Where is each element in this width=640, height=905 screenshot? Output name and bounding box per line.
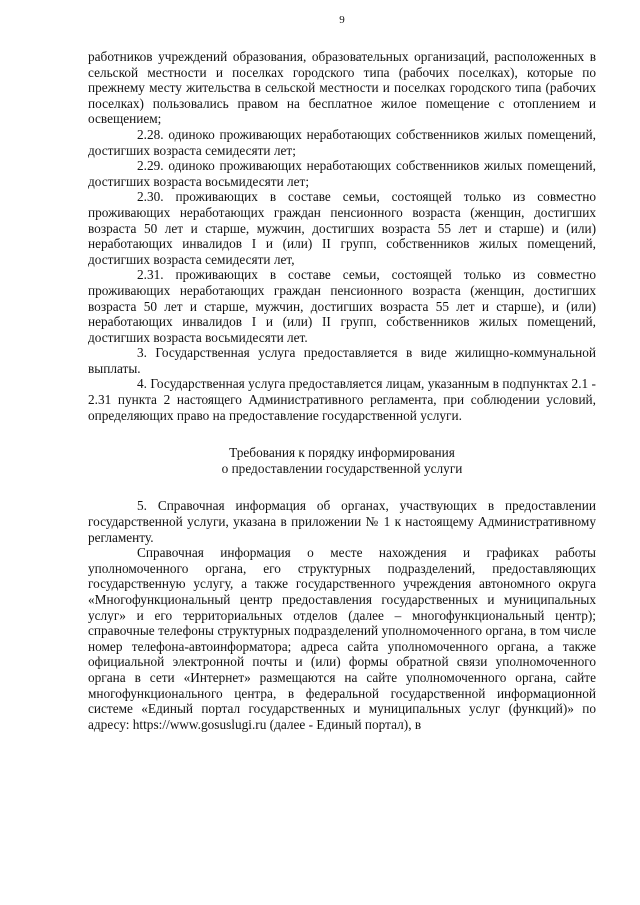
- paragraphs-top: [88, 49, 596, 423]
- paragraph: 2.28. одиноко проживающих неработающих собственников жилых помещений, достигших возраста семидесяти лет;: [88, 126, 596, 158]
- paragraph: 2.31. проживающих в составе семьи, состоящей только из совместно проживающих неработающих граждан пенсионного возраста (женщин, достигших возраста 50 лет и старше, мужчин, достигших возраста 55 лет и старше), и (или) неработающих инвалидов I и (или) II групп, собственников жилых помещений, достигших возраста восьмидесяти лет.: [88, 267, 596, 345]
- heading-line: о предоставлении государственной услуги: [221, 460, 463, 476]
- paragraph: Справочная информация о месте нахождения и графиках работы уполномоченного органа, его структурных подразделений, предоставляющих государственную услугу, а также государственного учреждения автономного округа «Многофункциональный центр предоставления государственных и муниципальных услуг» и его территориальных отделов (далее – многофункциональный центр); справочные телефоны структурных подразделений уполномоченного органа, в том числе номер телефона-автоинформатора; адреса сайта уполномоченного органа, а также официальной электронной почты и (или) формы обратной связи уполномоченного органа в сети «Интернет» размещаются на сайте уполномоченного органа, сайте многофункционального центра, в федеральной государственной информационной системе «Единый портал государственных и муниципальных услуг (функций)» по адресу: https://www.gosuslugi.ru (далее - Единый портал), в: [88, 545, 596, 732]
- heading-line: Требования к порядку информирования: [229, 445, 455, 461]
- document-page: [88, 14, 596, 732]
- paragraph: работников учреждений образования, образовательных организаций, расположенных в сельской местности и поселках городского типа (рабочих поселках), которые по прежнему месту жительства в сельской местности и поселках городского типа (рабочих поселках) пользовались правом на бесплатное жилое помещение с отоплением и освещением;: [88, 49, 596, 127]
- paragraph: 5. Справочная информация об органах, участвующих в предоставлении государственной услуги, указана в приложении № 1 к настоящему Административному регламенту.: [88, 498, 596, 545]
- paragraph: 2.30. проживающих в составе семьи, состоящей только из совместно проживающих неработающих граждан пенсионного возраста (женщин, достигших возраста 50 лет и старше, мужчин, достигших возраста 55 лет и старше) и (или) неработающих инвалидов I и (или) II групп, собственников жилых помещений, достигших возраста семидесяти лет,: [88, 189, 596, 267]
- paragraph: 3. Государственная услуга предоставляется в виде жилищно-коммунальной выплаты.: [88, 345, 596, 376]
- paragraph: 2.29. одиноко проживающих неработающих собственников жилых помещений, достигших возраста восьмидесяти лет;: [88, 158, 596, 189]
- paragraph: 4. Государственная услуга предоставляется лицам, указанным в подпунктах 2.1 - 2.31 пункта 2 настоящего Административного регламента, при соблюдении условий, определяющих право на предоставление государственной услуги.: [88, 376, 596, 423]
- page-number: 9: [339, 14, 345, 26]
- paragraphs-bottom: [88, 498, 596, 732]
- section-heading: [88, 445, 596, 476]
